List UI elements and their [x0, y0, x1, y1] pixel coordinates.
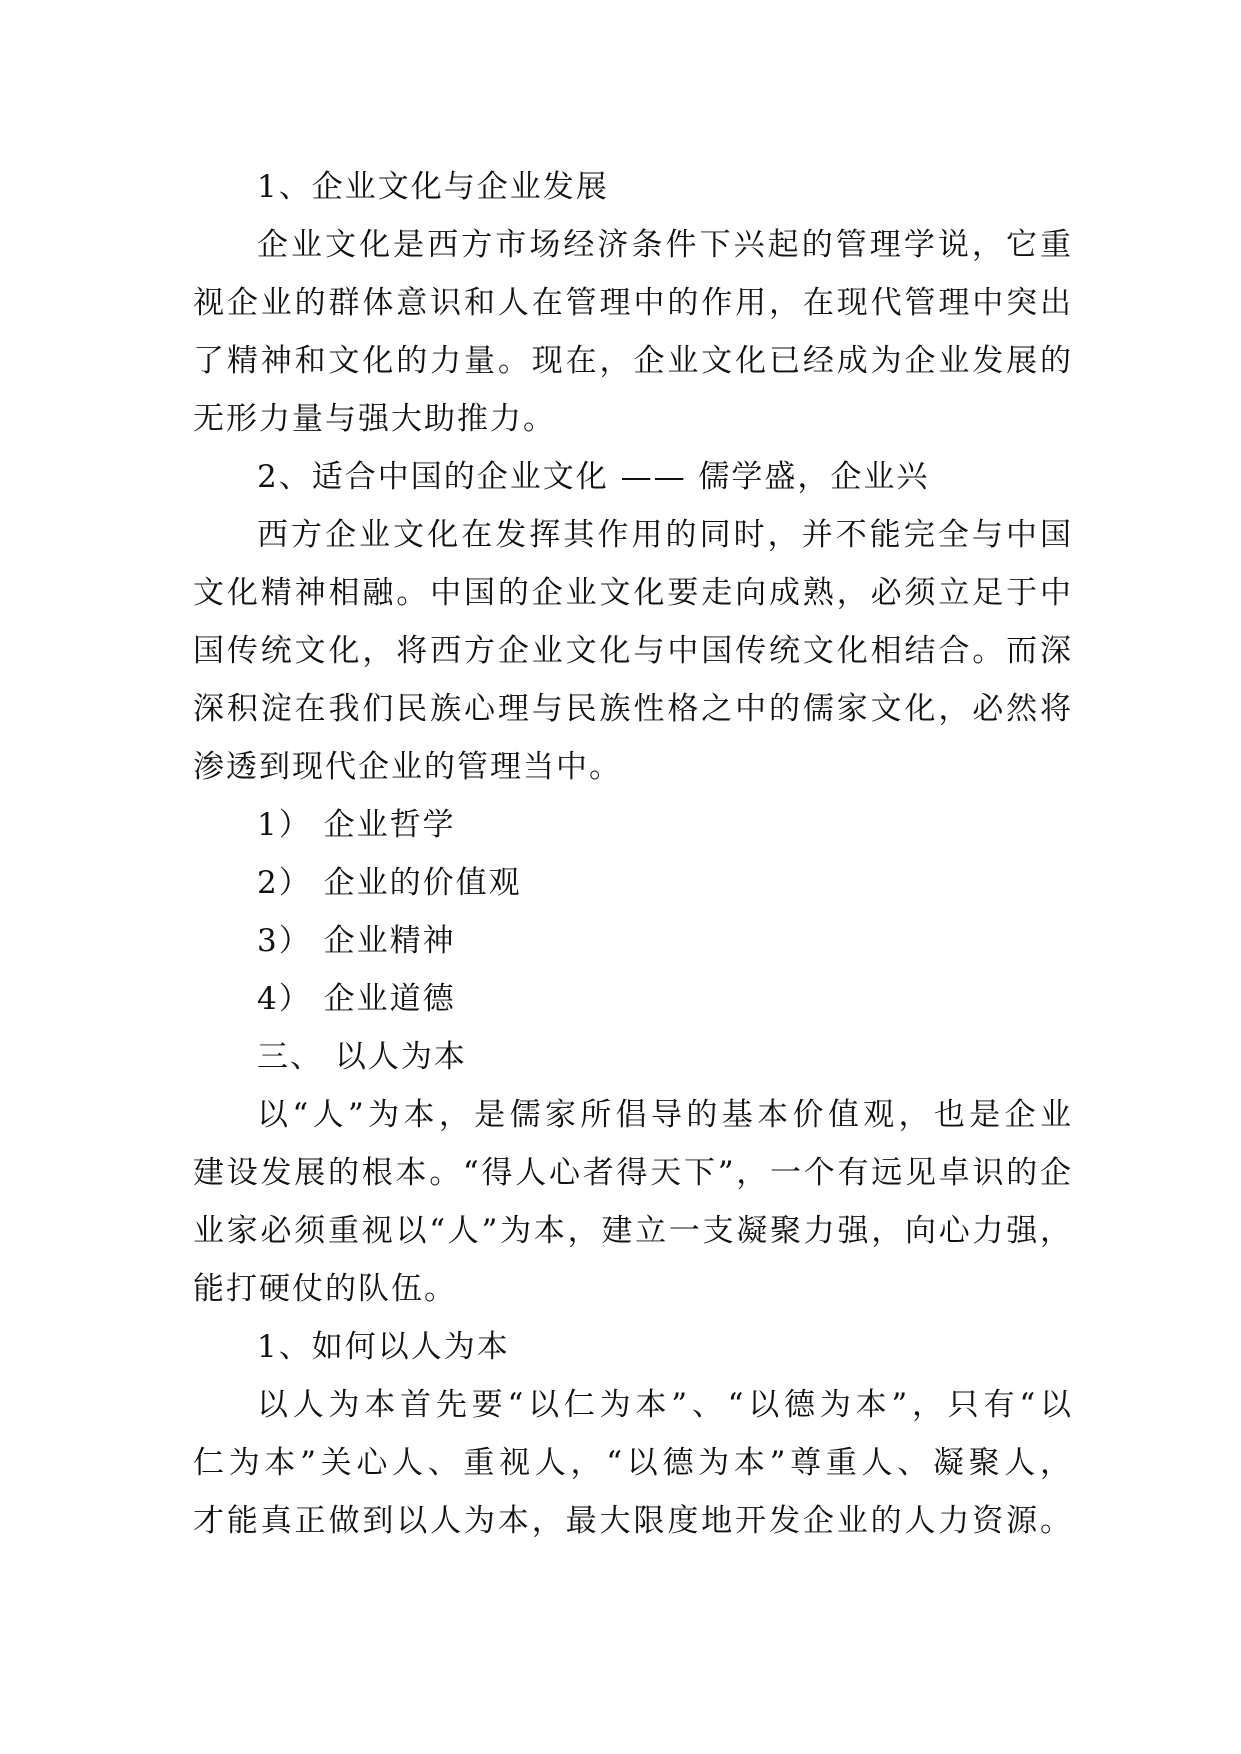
paragraph-line: 国传统文化，将西方企业文化与中国传统文化相结合。而深 — [193, 633, 1073, 669]
paragraph-line: 企业文化是西方市场经济条件下兴起的管理学说，它重 — [257, 227, 1073, 263]
paragraph-line: 了精神和文化的力量。现在，企业文化已经成为企业发展的 — [193, 343, 1073, 379]
list-item: 1） 企业哲学 — [257, 807, 456, 843]
paragraph-line: 业家必须重视以“人”为本，建立一支凝聚力强，向心力强， — [193, 1213, 1073, 1249]
section-heading: 2、适合中国的企业文化 —— 儒学盛，企业兴 — [257, 459, 930, 495]
list-item: 3） 企业精神 — [257, 923, 456, 959]
paragraph-line: 能打硬仗的队伍。 — [193, 1271, 457, 1307]
paragraph-line: 渗透到现代企业的管理当中。 — [193, 749, 622, 785]
paragraph-line: 建设发展的根本。“得人心者得天下”，一个有远见卓识的企 — [193, 1155, 1073, 1191]
list-item: 2） 企业的价值观 — [257, 865, 522, 901]
paragraph-line: 仁为本”关心人、重视人，“以德为本”尊重人、凝聚人， — [193, 1445, 1073, 1481]
paragraph-line: 才能真正做到以人为本，最大限度地开发企业的人力资源。 — [193, 1503, 1073, 1539]
paragraph-line: 以“人”为本，是儒家所倡导的基本价值观，也是企业 — [257, 1097, 1073, 1133]
paragraph-line: 视企业的群体意识和人在管理中的作用，在现代管理中突出 — [193, 285, 1073, 321]
list-item: 4） 企业道德 — [257, 981, 456, 1017]
section-heading: 1、如何以人为本 — [257, 1329, 510, 1365]
section-heading: 三、 以人为本 — [257, 1039, 467, 1075]
paragraph-line: 深积淀在我们民族心理与民族性格之中的儒家文化，必然将 — [193, 691, 1073, 727]
paragraph-line: 以人为本首先要“以仁为本”、“以德为本”，只有“以 — [257, 1387, 1073, 1423]
paragraph-line: 西方企业文化在发挥其作用的同时，并不能完全与中国 — [257, 517, 1073, 553]
section-heading: 1、企业文化与企业发展 — [257, 169, 609, 205]
paragraph-line: 文化精神相融。中国的企业文化要走向成熟，必须立足于中 — [193, 575, 1073, 611]
document-body — [193, 158, 1073, 1550]
paragraph-line: 无形力量与强大助推力。 — [193, 401, 556, 437]
